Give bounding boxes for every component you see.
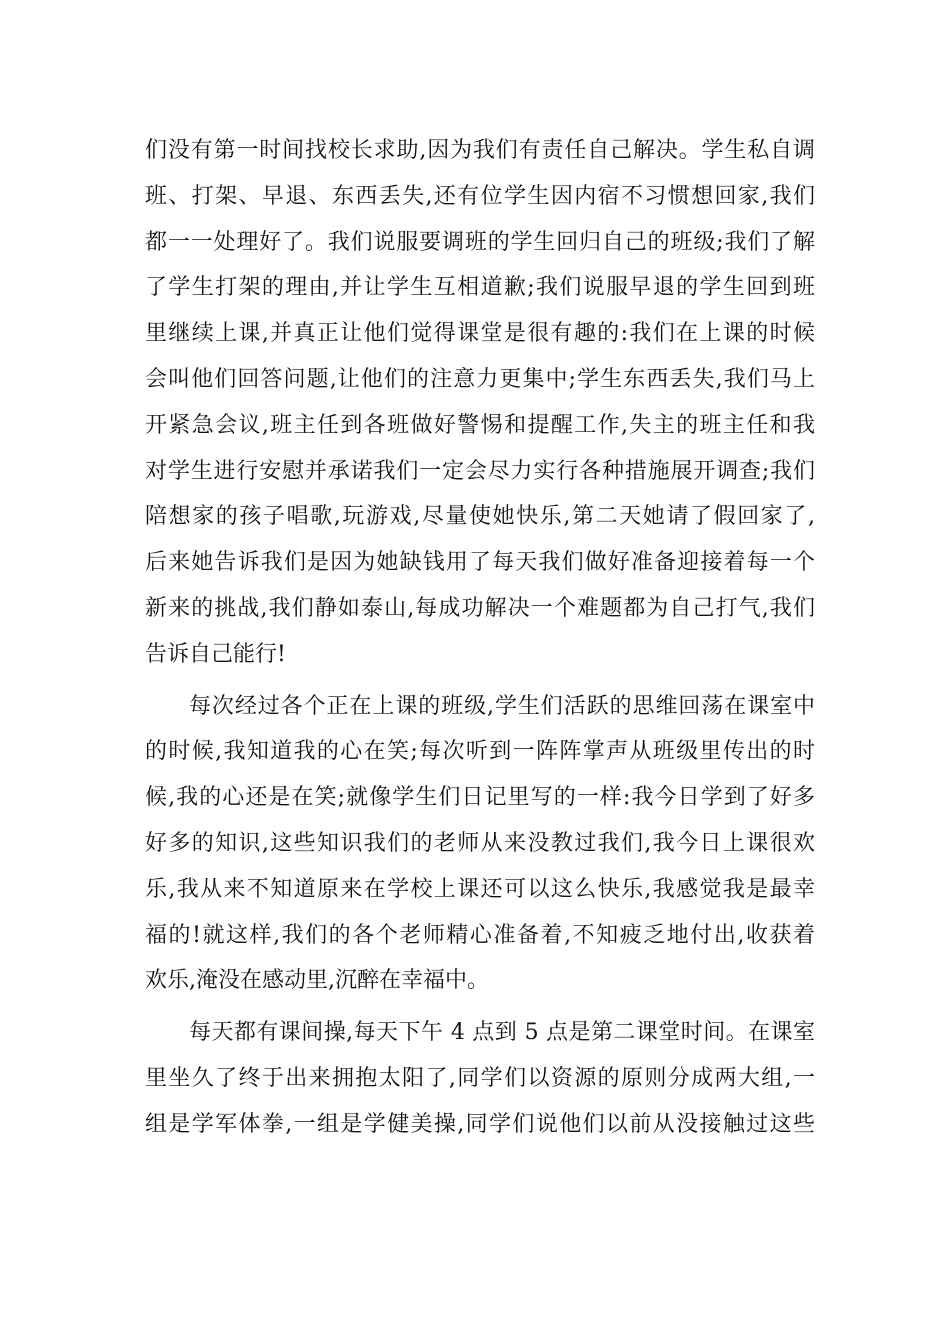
paragraph [145,128,815,678]
text-line: 欢乐,淹没在感动里,沉醉在幸福中。 [145,968,489,994]
text-line: 组是学军体拳,一组是学健美操,同学们说他们以前从没接触过这些 [145,1111,815,1137]
text-line: 了学生打架的理由,并让学生互相道歉;我们说服早退的学生回到班 [145,275,815,301]
text-line: 每天都有课间操,每天下午 4 点到 5 点是第二课堂时间。在课室 [189,1020,815,1046]
text-line: 告诉自己能行! [145,641,286,667]
text-line: 对学生进行安慰并承诺我们一定会尽力实行各种措施展开调查;我们 [145,458,815,484]
text-line: 开紧急会议,班主任到各班做好警惕和提醒工作,失主的班主任和我 [145,412,815,438]
paragraph [145,1010,815,1147]
text-line: 新来的挑战,我们静如泰山,每成功解决一个难题都为自己打气,我们 [145,595,815,621]
text-line: 候,我的心还是在笑;就像学生们日记里写的一样:我今日学到了好多 [145,785,815,811]
paragraph [145,684,815,1005]
text-line: 乐,我从来不知道原来在学校上课还可以这么快乐,我感觉我是最幸 [145,876,815,902]
text-line: 里坐久了终于出来拥抱太阳了,同学们以资源的原则分成两大组,一 [145,1065,815,1091]
text-line: 班、打架、早退、东西丢失,还有位学生因内宿不习惯想回家,我们 [145,183,815,209]
text-line: 里继续上课,并真正让他们觉得课堂是很有趣的:我们在上课的时候 [145,321,815,347]
text-line: 福的!就这样,我们的各个老师精心准备着,不知疲乏地付出,收获着 [145,922,815,948]
text-line: 都一一处理好了。我们说服要调班的学生回归自己的班级;我们了解 [145,229,815,255]
text-line: 会叫他们回答问题,让他们的注意力更集中;学生东西丢失,我们马上 [145,366,815,392]
document-body [145,128,815,1148]
text-line: 们没有第一时间找校长求助,因为我们有责任自己解决。学生私自调 [145,138,815,163]
text-line: 的时候,我知道我的心在笑;每次听到一阵阵掌声从班级里传出的时 [145,739,815,765]
text-line: 后来她告诉我们是因为她缺钱用了每天我们做好准备迎接着每一个 [145,550,815,576]
text-line: 每次经过各个正在上课的班级,学生们活跃的思维回荡在课室中 [189,693,815,719]
text-line: 陪想家的孩子唱歌,玩游戏,尽量使她快乐,第二天她请了假回家了, [145,504,815,530]
text-line: 好多的知识,这些知识我们的老师从来没教过我们,我今日上课很欢 [145,830,815,856]
